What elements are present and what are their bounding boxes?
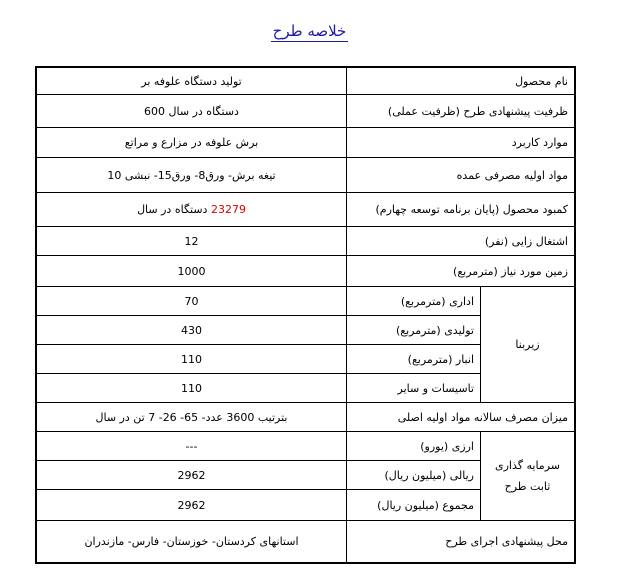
building-facilities-label: تاسیسات و سایر (397, 381, 474, 395)
land-value: 1000 (177, 264, 206, 278)
investment-rial-value: 2962 (177, 468, 206, 482)
employment-label: اشتغال زایی (نفر) (484, 234, 568, 248)
annual-consumption-label: میزان مصرف سالانه مواد اولیه اصلی (397, 410, 568, 424)
raw-materials-label: مواد اولیه مصرفی عمده (456, 168, 568, 182)
annual-consumption-value: بترتیب 3600 عدد- 65- 26- 7 تن در سال (95, 410, 288, 424)
page-title: خلاصه طرح (272, 22, 347, 40)
building-group-label: زیربنا (515, 338, 540, 351)
shortage-unit: دستگاه در سال (137, 203, 208, 216)
land-label: زمین مورد نیاز (مترمربع) (453, 264, 568, 278)
building-warehouse-label: انبار (مترمربع) (407, 352, 474, 366)
investment-rial-label: ریالی (میلیون ریال) (384, 468, 474, 482)
building-office-value: 70 (184, 294, 199, 308)
summary-table (35, 66, 576, 564)
investment-group-label (481, 432, 574, 520)
employment-value: 12 (184, 234, 199, 248)
usage-label: موارد کاربرد (511, 136, 568, 149)
building-office-label: اداری (مترمربع) (400, 294, 474, 308)
location-label: محل پیشنهادی اجرای طرح (445, 535, 568, 548)
investment-total-label: مجموع (میلیون ریال) (377, 498, 474, 512)
investment-label-line1: سرمایه گذاری (495, 459, 560, 472)
investment-total-value: 2962 (177, 498, 206, 512)
building-production-label: تولیدی (مترمربع) (395, 323, 474, 337)
capacity-value: 600 دستگاه در سال (144, 104, 239, 118)
product-name-value: تولید دستگاه علوفه بر (141, 74, 242, 88)
shortage-value (37, 193, 346, 226)
shortage-number: 23279 (210, 203, 246, 216)
raw-materials-value: تیغه برش- ورق8- ورق15- نبشی 10 (107, 168, 276, 182)
building-production-value: 430 (181, 323, 202, 337)
investment-currency-label: ارزی (یورو) (420, 439, 474, 453)
location-value: استانهای کردستان- خوزستان- فارس- مازندران (84, 535, 299, 548)
product-name-label: نام محصول (515, 74, 568, 88)
usage-value: برش علوفه در مزارع و مراتع (124, 136, 259, 149)
investment-label-line2: ثابت طرح (504, 480, 551, 493)
building-warehouse-value: 110 (181, 352, 202, 366)
shortage-label: کمبود محصول (پایان برنامه توسعه چهارم) (375, 203, 568, 216)
building-facilities-value: 110 (181, 381, 202, 395)
investment-currency-value: --- (185, 439, 198, 453)
capacity-label: ظرفیت پیشنهادی طرح (ظرفیت عملی) (387, 104, 568, 118)
